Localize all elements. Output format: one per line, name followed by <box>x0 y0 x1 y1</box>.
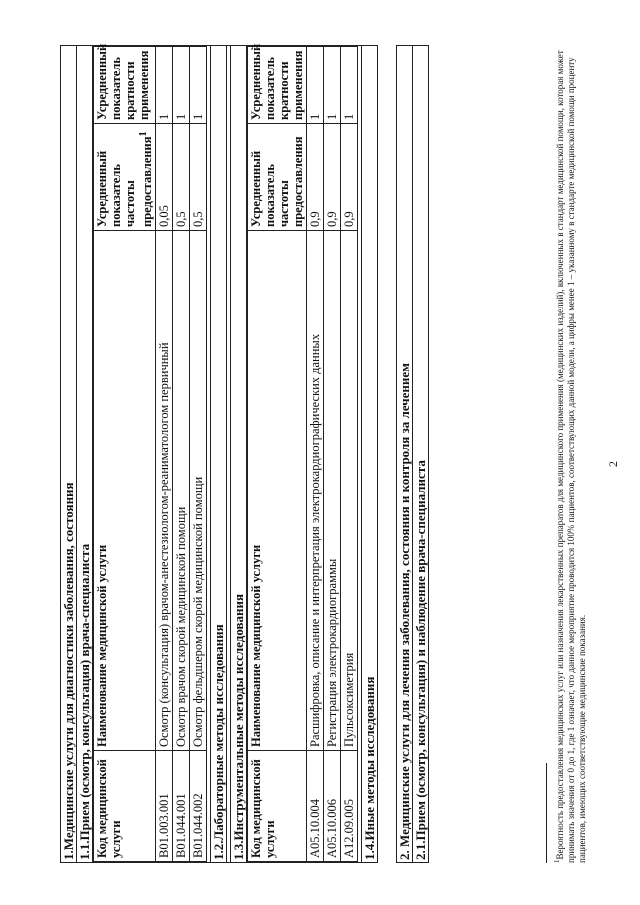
table-13 <box>247 43 358 862</box>
cell-multiplicity: 1 <box>341 47 358 124</box>
cell-multiplicity: 1 <box>173 47 190 124</box>
table-11 <box>93 43 207 862</box>
cell-frequency: 0,9 <box>324 124 341 231</box>
sub21-title: 2.1.Прием (осмотр, консультация) и наблюдение врача-специалиста <box>413 460 429 860</box>
cell-name: Расшифровка, описание и интерпретация электрокардиографических данных <box>307 231 324 751</box>
cell-frequency: 0,05 <box>156 124 173 231</box>
section1 <box>60 45 378 863</box>
sub11-title: 1.1.Прием (осмотр, консультация) врача-специалиста <box>77 46 93 862</box>
cell-code: A12.09.005 <box>341 751 358 862</box>
cell-name: Осмотр фельдшером скорой медицинской помощи <box>190 231 207 751</box>
section2-title: 2. Медицинские услуги для лечения заболевания, состояния и контроля за лечением <box>397 46 413 862</box>
footnote-marker: 1 <box>138 131 149 137</box>
cell-frequency: 0,9 <box>341 124 358 231</box>
cell-multiplicity: 1 <box>190 47 207 124</box>
footnote <box>552 45 588 863</box>
table-header-row <box>94 47 156 862</box>
table-row <box>156 47 173 862</box>
cell-frequency: 0,9 <box>307 124 324 231</box>
cell-code: B01.044.002 <box>190 751 207 862</box>
cell-name: Пульсоксиметрия <box>341 231 358 751</box>
cell-name: Осмотр (консультация) врачом-анестезиологом-реаниматологом первичный <box>156 231 173 751</box>
cell-code: B01.003.001 <box>156 751 173 862</box>
header-multiplicity: Усредненный показатель кратности применения <box>248 47 307 124</box>
header-frequency: Усредненный показатель частоты предоставления <box>248 124 307 231</box>
table-row <box>173 47 190 862</box>
cell-frequency: 0,5 <box>190 124 207 231</box>
cell-code: A05.10.004 <box>307 751 324 862</box>
content <box>60 45 429 863</box>
cell-multiplicity: 1 <box>156 47 173 124</box>
cell-frequency: 0,5 <box>173 124 190 231</box>
cell-multiplicity: 1 <box>324 47 341 124</box>
cell-name: Осмотр врачом скорой медицинской помощи <box>173 231 190 751</box>
cell-code: B01.044.001 <box>173 751 190 862</box>
table-header-row <box>248 47 307 862</box>
sub14-title: 1.4.Иные методы исследования <box>361 46 377 862</box>
table-row <box>307 47 324 862</box>
cell-multiplicity: 1 <box>307 47 324 124</box>
section2 <box>396 45 429 863</box>
cell-code: A05.10.006 <box>324 751 341 862</box>
footnote-marker: 1 <box>553 859 561 863</box>
footnote-text: Вероятность предоставления медицинских услуг или назначения лекарственных препаратов для медицинского применения (медицинских изделий), включенных в стандарт медицинской помощи, которая может принимать значения от 0 до 1, где 1 означает, что данное мероприятие проводится 100% пациентов, соответствующих данной модели, а цифры менее 1 – указанному в стандарте медицинской помощи проценту пациентов, имеющих соответствующие медицинские показания. <box>555 50 587 863</box>
header-code: Код медицинской услуги <box>248 751 307 862</box>
page-number: 2 <box>606 461 620 467</box>
header-name: Наименование медицинской услуги <box>94 231 156 751</box>
footnote-rule <box>546 763 547 863</box>
table-row <box>190 47 207 862</box>
header-multiplicity: Усредненный показатель кратности применения <box>94 47 156 124</box>
header-name: Наименование медицинской услуги <box>248 231 307 751</box>
table-row <box>341 47 358 862</box>
sub12-title: 1.2.Лабораторные методы исследования <box>210 46 227 862</box>
cell-name: Регистрация электрокардиограммы <box>324 231 341 751</box>
header-code: Код медицинской услуги <box>94 751 156 862</box>
section1-title: 1.Медицинские услуги для диагностики заболевания, состояния <box>61 46 77 862</box>
sub13-title: 1.3.Инструментальные методы исследования <box>230 46 247 862</box>
table-row <box>324 47 341 862</box>
header-frequency: Усредненный показатель частоты предоставления$^1$ <box>94 124 156 231</box>
